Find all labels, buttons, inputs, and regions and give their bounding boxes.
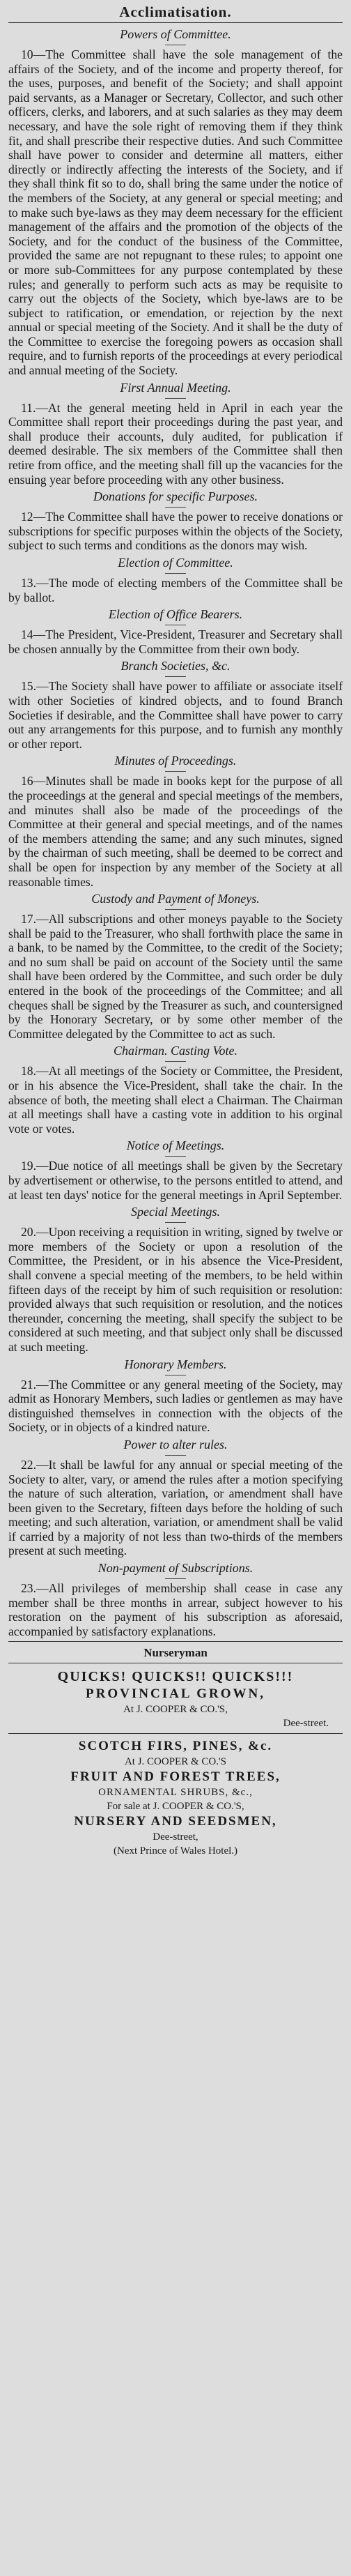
section-heading: Special Meetings.	[8, 1205, 343, 1223]
advert-at-cooper-2: At J. COOPER & CO.'S	[124, 1756, 227, 1768]
section-heading: Minutes of Proceedings.	[8, 754, 343, 772]
advert-fruit: FRUIT AND FOREST TREES,	[70, 1769, 281, 1785]
rule-paragraph: 15.—The Society shall have power to affiliate or associate itself with other Societies of kindred objects, and to found Branch Societies if desirable, and the Committee shall have power to carry out any arrangements for this purpose, and to furnish any monthly or other report.	[8, 679, 343, 751]
rule-paragraph: 12—The Committee shall have the power to receive donations or subscriptions for specific purposes within the objects of the Society, subject to such terms and conditions as the donors may wish.	[8, 510, 343, 553]
advert-scotch: SCOTCH FIRS, PINES, &c.	[78, 1739, 273, 1754]
rule-paragraph: 17.—All subscriptions and other moneys payable to the Society shall be paid to the Treasurer, who shall forthwith place the same in a bank, to be named by the Committee, to the credit of the Society; and no sum shall be paid on account of the Society until the same shall have been ordered by the Committee, and such order be duly entered in the book of the proceedings of the Committee; and all cheques shall be signed by the Treasurer as such, and countersigned by the Honorary Secretary, or by some other member of the Committee delegated by the Committee to act as such.	[8, 912, 343, 1041]
rule-paragraph: 23.—All privileges of membership shall cease in case any member shall be three months in arrear, subject however to his restoration on the payment of his subscription as aforesaid, accompanied by satisfactory explanations.	[8, 1581, 343, 1638]
rule-paragraph: 16—Minutes shall be made in books kept for the purpose of all the proceedings at the general and special meetings of the members, and minutes shall also be made of the proceedings of the Committee at their general and special meetings, and of the names of the members attending the same; and any such minutes, signed by the chairman of such meeting, shall be deemed to be correct and shall be open for inspection by any member of the Society at all reasonable times.	[8, 774, 343, 889]
advert-nursery: NURSERY AND SEEDSMEN,	[74, 1814, 277, 1829]
advert-category: Nurseryman	[143, 1646, 208, 1660]
advert-next-to: (Next Prince of Wales Hotel.)	[113, 1845, 238, 1857]
advert-dee-street: Dee-street.	[283, 1718, 329, 1730]
section-heading: Election of Office Bearers.	[8, 607, 343, 625]
rule-paragraph: 11.—At the general meeting held in April in each year the Committee shall report their proceedings during the past year, and shall produce their accounts, duly audited, for publication if deemed desirable. The six members of the Committee shall then retire from office, and the meeting shall fill up the vacancies for the ensuing year before proceeding with any other business.	[8, 400, 343, 487]
section-heading: Powers of Committee.	[8, 27, 343, 45]
section-heading: Chairman. Casting Vote.	[8, 1044, 343, 1062]
rule-paragraph: 22.—It shall be lawful for any annual or special meeting of the Society to alter, vary, or amend the rules after a motion specifying the nature of such alteration, variation, or amendment shall have been given to the Secretary, fifteen days before the holding of such meeting; and such alteration, variation, or amendment shall be valid if carried by a majority of not less than two-thirds of the members present at such meeting.	[8, 1457, 343, 1558]
advert-rule	[8, 1641, 343, 1642]
advert-provincial: PROVINCIAL GROWN,	[86, 1686, 265, 1702]
section-heading: Branch Societies, &c.	[8, 659, 343, 677]
title-rule	[8, 22, 343, 23]
rule-paragraph: 20.—Upon receiving a requisition in writing, signed by twelve or more members of the Society or upon a resolution of the Committee, the President, or in his absence the Vice-President, shall convene a special meeting of the members, to be held within fifteen days of the receipt by him of such requisition or resolution: provided always that such requisition or resolution, and the notices thereunder, concerning the meeting, shall specify the subject to be considered at such meeting, and that subject only shall be discussed at such meeting.	[8, 1225, 343, 1354]
section-heading: Election of Committee.	[8, 556, 343, 574]
section-heading: Power to alter rules.	[8, 1438, 343, 1456]
advert-at-cooper: At J. COOPER & CO.'S,	[123, 1704, 228, 1716]
rule-paragraph: 18.—At all meetings of the Society or Committee, the President, or in his absence the Vice-President, shall take the chair. In the absence of both, the meeting shall elect a Chairman. The Chairman at all meetings shall have a casting vote in addition to his orginal vote or votes.	[8, 1064, 343, 1136]
advert-mid-rule	[8, 1733, 343, 1734]
rule-paragraph: 21.—The Committee or any general meeting of the Society, may admit as Honorary Members, such ladies or gentlemen as may have distinguished themselves in connection with the objects of the Society, or in objects of a kindred nature.	[8, 1377, 343, 1435]
advert-quicks: QUICKS! QUICKS!! QUICKS!!!	[57, 1669, 294, 1685]
section-heading: Custody and Payment of Moneys.	[8, 892, 343, 910]
column-title: Acclimatisation.	[119, 3, 232, 20]
section-heading: First Annual Meeting.	[8, 381, 343, 399]
advert-ornamental: ORNAMENTAL SHRUBS, &c.,	[98, 1787, 253, 1799]
rule-paragraph: 10—The Committee shall have the sole management of the affairs of the Society, and of the income and property thereof, for the uses, purposes, and benefit of the Society; and shall appoint paid servants, as a Manager or Secretary, Collector, and such other officers, clerks, and laborers, and at such salaries as they may deem necessary, and have the sole right of removing them if they think fit, and shall prescribe their respective duties. And such Committee shall have power to consider and determine all matters, either directly or indirectly affecting the interests of the Society, and if they shall think fit so to do, shall bring the same under the notice of the members of the Society, at any general or special meeting; and to make such bye-laws as they may deem necessary for the efficient management of the affairs and the promotion of the objects of the Society, and for the conduct of the business of the Committee, provided the same are not repugnant to these rules; to appoint one or more sub-Committees for any purpose contemplated by these rules; and generally to perform such acts as may be requisite to carry out the objects of the Society, which bye-laws are to be subject to ratification, or emendation, or rejection by the next annual or special meeting of the Society. And it shall be the duty of the Committee to exercise the foregoing powers as occasion shall require, and to furnish reports of the proceedings at every periodical and annual meeting of the Society.	[8, 47, 343, 378]
advert-address: Dee-street,	[153, 1831, 198, 1843]
rule-paragraph: 13.—The mode of electing members of the Committee shall be by ballot.	[8, 576, 343, 604]
rules-sections	[8, 27, 343, 1638]
rule-paragraph: 19.—Due notice of all meetings shall be given by the Secretary by advertisement or otherwise, to the persons entitled to attend, and at least ten days' notice for the general meetings in April September.	[8, 1159, 343, 1202]
rule-paragraph: 14—The President, Vice-President, Treasurer and Secretary shall be chosen annually by the Committee from their own body.	[8, 627, 343, 656]
section-heading: Donations for specific Purposes.	[8, 489, 343, 508]
section-heading: Notice of Meetings.	[8, 1138, 343, 1157]
advert-for-sale: For sale at J. COOPER & CO.'S,	[107, 1801, 244, 1813]
section-heading: Non-payment of Subscriptions.	[8, 1561, 343, 1579]
section-heading: Honorary Members.	[8, 1357, 343, 1375]
